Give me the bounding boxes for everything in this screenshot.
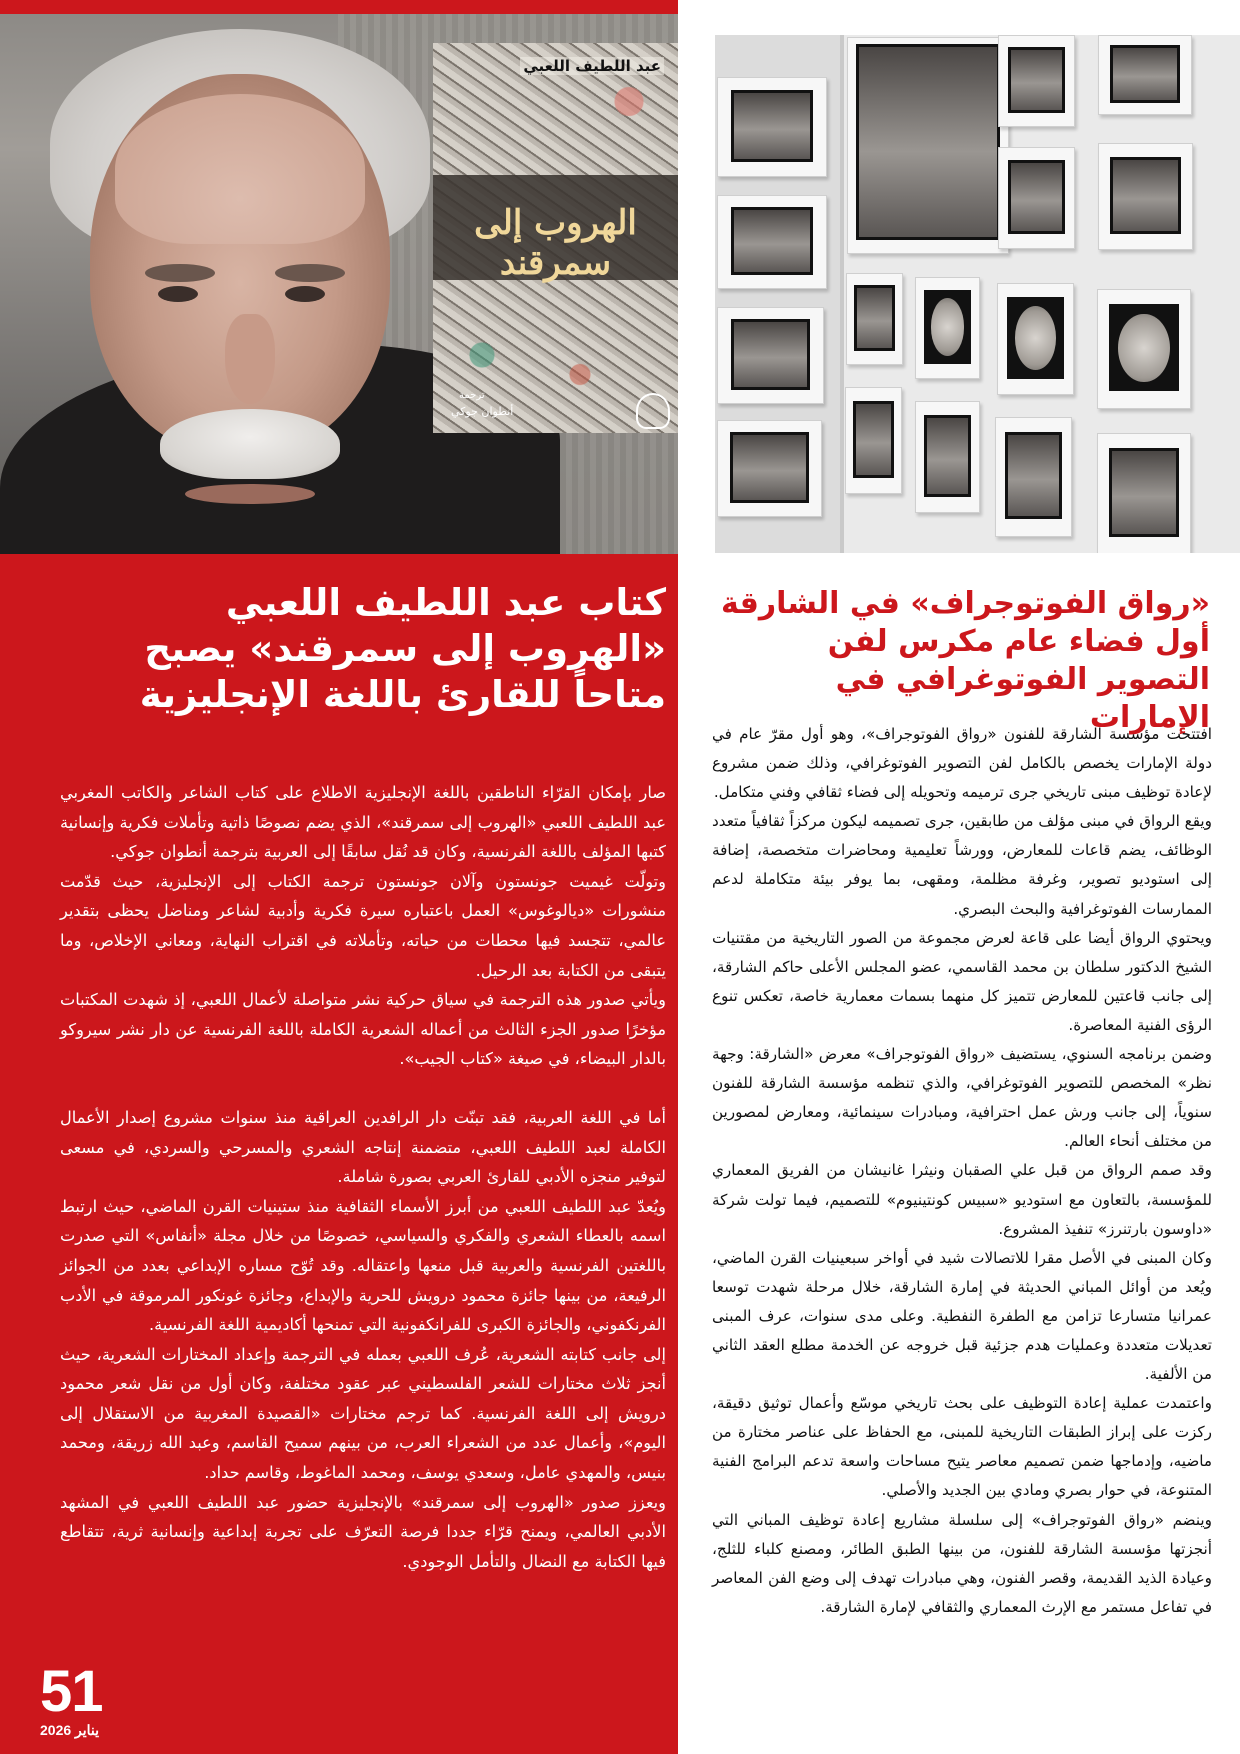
gallery-frame bbox=[915, 277, 980, 379]
portrait-right-eye bbox=[285, 286, 325, 302]
right-paragraph: وقد صمم الرواق من قبل علي الصقبان ونيثرا غانيشان من الفريق المعماري للمؤسسة، بالتعاون مع استوديو «سبيس كونتينيوم» للتصميم، فيما تولت شركة «داوسون بارتنرز» تنفيذ المشروع. bbox=[712, 1161, 1212, 1238]
left-headline-line-3: متاحاً للقارئ باللغة الإنجليزية bbox=[139, 673, 666, 716]
right-headline-line-1: «رواق الفوتوجراف» في الشارقة bbox=[721, 586, 1210, 621]
issue-date: يناير 2026 bbox=[40, 1722, 100, 1738]
portrait-right-brow bbox=[275, 264, 345, 282]
gallery-frame bbox=[846, 273, 903, 365]
portrait-left-brow bbox=[145, 264, 215, 282]
right-paragraph: وضمن برنامجه السنوي، يستضيف «رواق الفوتوجراف» معرض «الشارقة: وجهة نظر» المخصص للتصوير الفوتوغرافي، والذي تنظمه مؤسسة الشارقة للفنون سنوياً، إلى جانب ورش عمل احترافية، ومبادرات سينمائية، ومعارض لمصورين من مختلف أنحاء العالم. bbox=[712, 1045, 1212, 1151]
portrait-forehead bbox=[115, 94, 365, 244]
gallery-frame-large bbox=[847, 37, 1009, 254]
right-paragraph: وكان المبنى في الأصل مقرا للاتصالات شيد في أواخر سبعينيات القرن الماضي، ويُعد من أوائل المباني الحديثة في إمارة الشارقة، خلال مرحلة شهدت توسعا عمرانيا متسارعا تزامن مع الطفرة النفطية. وعلى مدى سنوات، عرف المبنى تعديلات متعددة وعمليات هدم جزئية قبل خروجه عن الخدمة مطلع العقد الثاني من الألفية. bbox=[712, 1248, 1212, 1384]
gallery-frame bbox=[997, 283, 1074, 395]
portrait-left-eye bbox=[158, 286, 198, 302]
gallery-frame bbox=[845, 387, 902, 494]
gallery-frame bbox=[998, 35, 1075, 127]
left-headline-line-2: «الهروب إلى سمرقند» يصبح bbox=[144, 627, 666, 670]
left-paragraph: ويُعدّ عبد اللطيف اللعبي من أبرز الأسماء الثقافية منذ ستينيات القرن الماضي، حيث ارتبط اسمه بالعطاء الشعري والفكري والسياسي، خصوصًا من خلال مجلة «أنفاس» التي صدرت باللغتين الفرنسية والعربية قبل منعها واعتقاله. وقد تُوّج مساره الإبداعي بعدد من الجوائز الرفيعة، من بينها جائزة محمود درويش للحرية والإبداع، وجائزة غونكور المرموقة في الأدب الفرنكفوني، والجائزة الكبرى للفرانكفونية التي تمنحها أكاديمية اللغة الفرنسية. bbox=[60, 1196, 666, 1335]
right-article-headline bbox=[710, 585, 1210, 737]
top-red-strip bbox=[0, 0, 678, 14]
right-paragraph: ويحتوي الرواق أيضا على قاعة لعرض مجموعة من الصور التاريخية من مقتنيات الشيخ الدكتور سلطان بن محمد القاسمي، عضو المجلس الأعلى حاكم الشارقة، إلى جانب قاعتين للمعارض تتميز كل منهما بسمات معمارية خاصة، تعكس تنوع الرؤى الفنية المعاصرة. bbox=[712, 928, 1212, 1034]
right-paragraph: ويقع الرواق في مبنى مؤلف من طابقين، جرى تصميمه ليكون مركزاً ثقافياً متعدد الوظائف، يضم قاعات للمعارض، وورشاً تعليمية ومحاضرات متخصصة، إضافة إلى استوديو تصوير، وغرفة مظلمة، ومقهى، بما يوفر بيئة متكاملة لدعم الممارسات الفوتوغرافية والبحث البصري. bbox=[712, 812, 1212, 918]
left-paragraph: صار بإمكان القرّاء الناطقين باللغة الإنجليزية الاطلاع على كتاب الشاعر والكاتب المغربي عبد اللطيف اللعبي «الهروب إلى سمرقند»، الذي يضم نصوصًا ذاتية وتأملات فكرية وإنسانية كتبها المؤلف باللغة الفرنسية، وكان قد نُقل سابقًا إلى العربية بترجمة أنطوان جوكي. bbox=[60, 783, 666, 862]
author-portrait-photo bbox=[0, 14, 678, 554]
left-article-body bbox=[60, 778, 666, 1576]
gallery-frame bbox=[915, 401, 980, 513]
gallery-frame bbox=[995, 417, 1072, 537]
left-headline-line-1: كتاب عبد اللطيف اللعبي bbox=[225, 581, 666, 624]
right-paragraph: وينضم «رواق الفوتوجراف» إلى سلسلة مشاريع إعادة توظيف المباني التي أنجزتها مؤسسة الشارقة للفنون، من بينها الطبق الطائر، ومصنع كلباء للثلج، وعيادة الذيد القديمة، وقصر الفنون، وهي مبادرات تهدف إلى وضع الفن المعاصر في تفاعل مستمر مع الإرث المعماري والثقافي لإمارة الشارقة. bbox=[712, 1510, 1212, 1616]
right-paragraph: واعتمدت عملية إعادة التوظيف على بحث تاريخي موسّع وأعمال توثيق دقيقة، ركزت على إبراز الطبقات التاريخية للمبنى، مع الحفاظ على عناصر مختارة من ماضيه، وإدماجها ضمن تصميم معاصر يتيح مساحات واسعة تدعم البرامج الفنية المتنوعة، في حوار بصري ومادي بين الجديد والأصلي. bbox=[712, 1394, 1212, 1500]
gallery-frame bbox=[717, 420, 822, 517]
gallery-photo bbox=[715, 35, 1240, 553]
gallery-frame bbox=[1098, 143, 1193, 250]
book-cover bbox=[433, 43, 678, 433]
gallery-wall-corner bbox=[840, 35, 844, 553]
portrait-nose bbox=[225, 314, 275, 404]
gallery-frame bbox=[998, 147, 1075, 249]
left-paragraph: ويأتي صدور هذه الترجمة في سياق حركية نشر متواصلة لأعمال اللعبي، إذ شهدت المكتبات مؤخرًا صدور الجزء الثالث من أعماله الشعرية الكاملة باللغة الفرنسية عن دار نشر سيروكو بالدار البيضاء، في صيغة «كتاب الجيب». bbox=[60, 990, 666, 1069]
left-paragraph: وتولّت غيميت جونستون وآلان جونستون ترجمة الكتاب إلى الإنجليزية، حيث قدّمت منشورات «ديالوغوس» العمل باعتباره سيرة فكرية وأدبية لشاعر ومناضل يحظى بتقدير عالمي، تتجسد فيها محطات من حياته، وتأملاته في اقتراب النهاية، ومعاني الإخلاص، وما يتبقى من الكتابة بعد الرحيل. bbox=[60, 871, 666, 980]
portrait-mouth bbox=[185, 484, 315, 504]
page-number: 51 bbox=[40, 1659, 103, 1724]
right-paragraph: افتتحت مؤسسة الشارقة للفنون «رواق الفوتوجراف»، وهو أول مقرّ عام في دولة الإمارات يخصص بالكامل لفن التصوير الفوتوغرافي، وذلك ضمن مشروع لإعادة توظيف مبنى تاريخي جرى ترميمه وتحويله إلى فضاء ثقافي وفني متكامل. bbox=[712, 725, 1212, 802]
publisher-logo-icon bbox=[636, 393, 670, 429]
gallery-frame bbox=[717, 307, 824, 404]
gallery-frame bbox=[1097, 289, 1191, 409]
gallery-frame bbox=[717, 77, 827, 177]
left-paragraph: ويعزز صدور «الهروب إلى سمرقند» بالإنجليزية حضور عبد اللطيف اللعبي في المشهد الأدبي العالمي، ويمنح قرّاء جددا فرصة التعرّف على تجربة إبداعية وإنسانية ثرية، تتقاطع فيها الكتابة مع النضال والتأمل الوجودي. bbox=[60, 1492, 666, 1571]
book-cover-translator: أنطوان جوكي bbox=[451, 405, 514, 418]
gallery-frame bbox=[1097, 433, 1191, 553]
left-article-headline bbox=[30, 580, 666, 718]
portrait-moustache bbox=[160, 409, 340, 479]
left-paragraph: إلى جانب كتابته الشعرية، عُرف اللعبي بعمله في الترجمة وإعداد المختارات الشعرية، حيث أنجز ثلاث مختارات للشعر الفلسطيني عبر عقود مختلفة، وكان أول من نقل شعر محمود درويش إلى اللغة الفرنسية. كما ترجم مختارات «القصيدة المغربية من الاستقلال إلى اليوم»، وأعمال عدد من الشعراء العرب، من بينهم سميح القاسم، وعبد الله زريقة، ومحمد بنيس، والمهدي عامل، وسعدي يوسف، ومحمد الماغوط، وقاسم حداد. bbox=[60, 1344, 666, 1483]
right-article-body bbox=[712, 720, 1212, 1622]
gallery-frame bbox=[1098, 35, 1192, 115]
left-paragraph: أما في اللغة العربية، فقد تبنّت دار الرافدين العراقية منذ سنوات مشروع إصدار الأعمال الكاملة لعبد اللطيف اللعبي، متضمنة إنتاجه الشعري والمسرحي والسردي، في مسعى لتوفير منجزه الأدبي للقارئ العربي بصورة شاملة. bbox=[60, 1107, 666, 1187]
book-cover-translator-label: ترجمة bbox=[459, 390, 485, 401]
right-headline-line-2: أول فضاء عام مكرس لفن bbox=[827, 624, 1210, 659]
book-cover-author: عبد اللطيف اللعبي bbox=[520, 57, 664, 75]
book-cover-title: الهروب إلى سمرقند bbox=[474, 203, 637, 283]
right-headline-line-3: التصوير الفوتوغرافي في الإمارات bbox=[835, 662, 1210, 735]
gallery-frame bbox=[717, 195, 827, 289]
